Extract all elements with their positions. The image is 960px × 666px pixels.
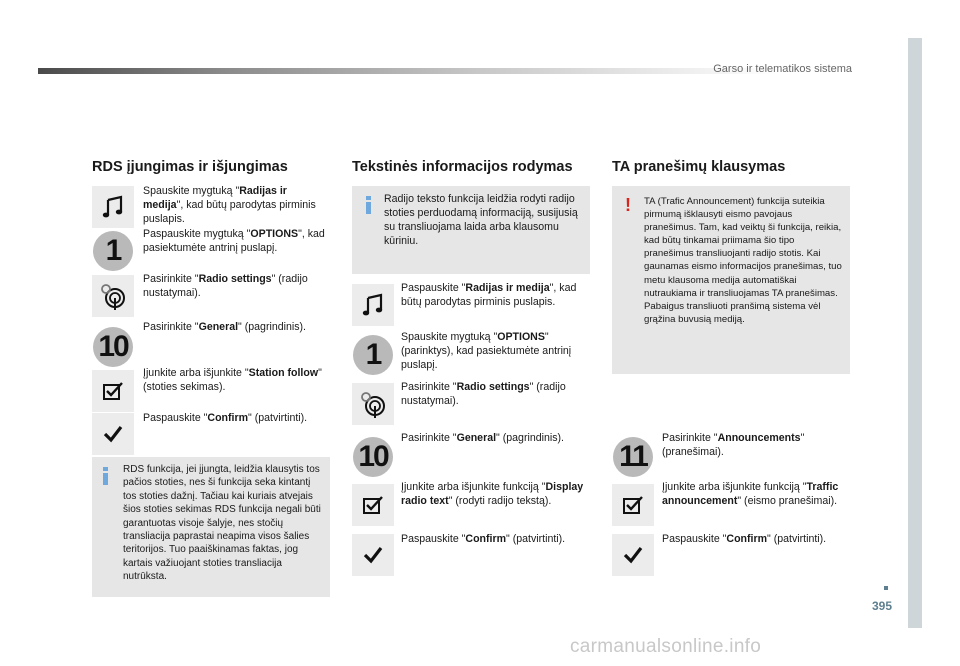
col1-heading: RDS įjungimas ir išjungimas	[92, 159, 288, 175]
header-gradient-bar	[38, 68, 778, 74]
checkbox-icon	[352, 484, 394, 526]
col2-heading: Tekstinės informacijos rodymas	[352, 159, 573, 175]
page-number: 395	[872, 599, 893, 613]
col3-step2: Įjunkite arba išjunkite funkciją "Traffic announcement" (eismo pranešimai).	[662, 481, 839, 507]
col2-step4: Pasirinkite "General" (pagrindinis).	[401, 432, 564, 444]
step-number-10: 10	[92, 326, 134, 368]
radio-settings-icon	[352, 383, 394, 425]
col1-info-note: RDS funkcija, jei įjungta, leidžia klausytis tos pačios stoties, nes ši funkcija seka kintantį tos stoties dažnį. Tačiau kai kuriais atvejais šios stoties sekimas RDS funkcija negali būti garantuotas visoje šalyje, nes stočių transliacija paprastai neapima visos šalies teritorijos. Tuo paaiškinamas faktas, jog kartais važiuojant stoties transliacija nutrūksta.	[92, 457, 330, 597]
page-edge-tab	[908, 38, 922, 628]
page-marker	[884, 586, 888, 590]
col2-info-note: Radijo teksto funkcija leidžia rodyti radijo stoties perduodamą informaciją, susijusią su transliuojama laida arba klausomu kūriniu.	[352, 186, 590, 274]
col3-heading: TA pranešimų klausymas	[612, 159, 786, 175]
checkbox-icon	[92, 370, 134, 412]
checkmark-icon	[92, 413, 134, 455]
checkmark-icon	[352, 534, 394, 576]
col1-step6: Paspauskite "Confirm" (patvirtinti).	[143, 412, 308, 424]
music-note-icon	[92, 186, 134, 228]
info-icon	[366, 196, 371, 214]
col2-step2: Spauskite mygtuką "OPTIONS" (parinktys), kad pasiektumėte antrinį puslapį.	[401, 331, 572, 371]
col2-step5: Įjunkite arba išjunkite funkciją "Display radio text" (rodyti radijo tekstą).	[401, 481, 584, 507]
warning-icon: !	[625, 195, 631, 215]
col3-warning-note: ! TA (Trafic Announcement) funkcija suteikia pirmumą išklausyti eismo pavojaus pranešimus. Tam, kad veiktų ši funkcija, reikia, kad būtų tinkamai priimama šio tipo pranešimus transliuojanti radijo stotis. Kai gaunamas eismo informacijos pranešimas, tuo metu klausoma medija automatiškai nutraukiama ir transliuojamas TA pranešimas. Pabaigus transliuoti pranšimą sistema vėl grąžina buvusią mediją.	[612, 186, 850, 374]
col2-step3: Pasirinkite "Radio settings" (radijo nustatymai).	[401, 381, 566, 407]
step-number-11: 11	[612, 436, 654, 478]
col3-step1: Pasirinkite "Announcements" (pranešimai).	[662, 432, 805, 458]
radio-settings-icon	[92, 275, 134, 317]
col1-step5: Įjunkite arba išjunkite "Station follow" (stoties sekimas).	[143, 367, 322, 393]
checkbox-icon	[612, 484, 654, 526]
col2-step1: Paspauskite "Radijas ir medija", kad būtų parodytas pirminis puslapis.	[401, 282, 577, 308]
section-title: Garso ir telematikos sistema	[713, 63, 852, 75]
col3-step3: Paspauskite "Confirm" (patvirtinti).	[662, 533, 827, 545]
music-note-icon	[352, 284, 394, 326]
step-number-1: 1	[92, 230, 134, 272]
col2-step6: Paspauskite "Confirm" (patvirtinti).	[401, 533, 566, 545]
col1-step1: Spauskite mygtuką "Radijas ir medija", kad būtų parodytas pirminis puslapis.	[143, 185, 316, 225]
col1-step4: Pasirinkite "General" (pagrindinis).	[143, 321, 306, 333]
info-icon	[103, 467, 108, 485]
col1-step2: Paspauskite mygtuką "OPTIONS", kad pasiektumėte antrinį puslapį.	[143, 228, 325, 254]
col1-step3: Pasirinkite "Radio settings" (radijo nustatymai).	[143, 273, 308, 299]
checkmark-icon	[612, 534, 654, 576]
step-number-1: 1	[352, 334, 394, 376]
watermark: carmanualsonline.info	[570, 636, 762, 657]
step-number-10: 10	[352, 436, 394, 478]
